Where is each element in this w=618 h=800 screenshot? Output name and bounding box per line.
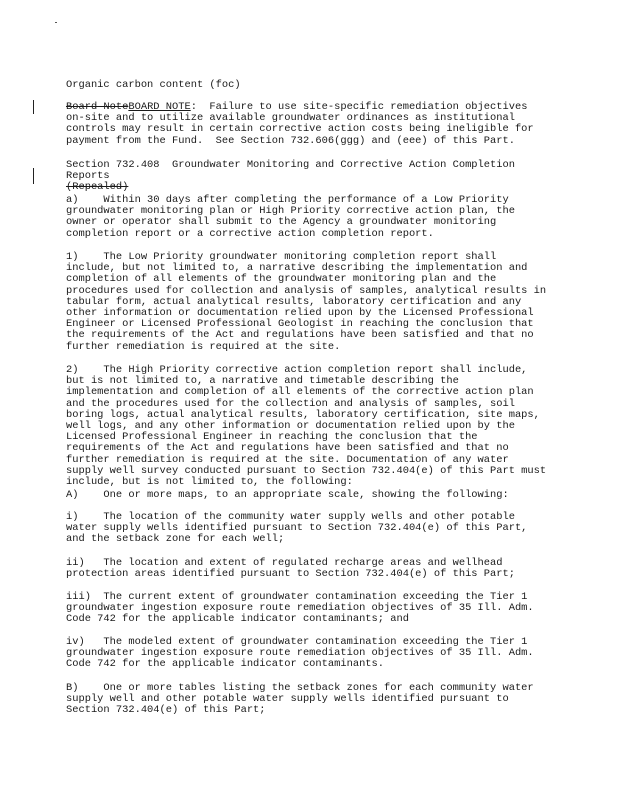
revision-bar bbox=[33, 100, 34, 114]
organic-carbon-line: Organic carbon content (foc) bbox=[66, 79, 241, 91]
section-title: Section 732.408 Groundwater Monitoring and Corrective Action Completion Reports bbox=[66, 159, 522, 183]
paragraph-i: i) The location of the community water supply wells and other potable water supply wells identified pursuant to Section 732.404(e) of this Part, and the setback zone for each well; bbox=[66, 511, 534, 546]
paragraph-iii: iii) The current extent of groundwater contamination exceeding the Tier 1 groundwater ingestion exposure route remediation objectives of 35 Ill. Adm. Code 742 for the applicable indicator contaminants; and bbox=[66, 591, 540, 626]
deleted-text: Board Note bbox=[66, 101, 129, 113]
paragraph-B: B) One or more tables listing the setback zones for each community water supply well and other potable water supply wells identified pursuant to Section 732.404(e) of this Part; bbox=[66, 682, 540, 717]
corner-mark bbox=[55, 22, 57, 23]
board-note-body: : Failure to use site-specific remediation objectives on-site and to utilize available groundwater ordinances as institutional controls may result in certain corrective action costs being ineligible for payment from the Fund. See Section 732.606(ggg) and (eee) of this Part. bbox=[66, 101, 540, 147]
paragraph-a: a) Within 30 days after completing the performance of a Low Priority groundwater monitoring plan or High Priority corrective action plan, the owner or operator shall submit to the Agency a groundwater monitoring completion report or a corrective action completion report. bbox=[66, 194, 522, 240]
paragraph-2: 2) The High Priority corrective action completion report shall include, but is not limited to, a narrative and timetable describing the implementation and completion of all elements of the corrective action plan and the procedures used for the collection and analysis of samples, soil boring logs, actual analytical results, laboratory certification, site maps, well logs, and any other information or documentation relied upon by the Licensed Professional Engineer in reaching the conclusion that the requirements of the Act and regulations have been satisfied and that no further remediation is required at the site. Documentation of any water supply well survey conducted pursuant to Section 732.404(e) of this Part must include, but is not limited to, the following: bbox=[66, 364, 553, 489]
paragraph-1: 1) The Low Priority groundwater monitoring completion report shall include, but not limited to, a narrative describing the implementation and completion of all elements of the groundwater monitoring plan and the procedures used for collection and analysis of samples, analytical results in tabular form, actual analytical results, laboratory certification and any other information or documentation relied upon by the Licensed Professional Engineer or Licensed Professional Geologist in reaching the conclusion that the requirements of the Act and regulations have been satisfied and that no further remediation is required at the site. bbox=[66, 251, 553, 353]
paragraph-ii: ii) The location and extent of regulated recharge areas and wellhead protection areas identified pursuant to Section 732.404(e) of this Part; bbox=[66, 557, 515, 581]
paragraph-A: A) One or more maps, to an appropriate scale, showing the following: bbox=[66, 489, 509, 501]
repealed-text: (Repealed) bbox=[66, 181, 129, 194]
revision-bar bbox=[33, 168, 34, 184]
board-note bbox=[66, 102, 552, 147]
paragraph-iv: iv) The modeled extent of groundwater contamination exceeding the Tier 1 groundwater ingestion exposure route remediation objectives of 35 Ill. Adm. Code 742 for the applicable indicator contaminants. bbox=[66, 636, 540, 671]
section-heading bbox=[66, 160, 552, 194]
inserted-text: BOARD NOTE bbox=[128, 101, 191, 113]
